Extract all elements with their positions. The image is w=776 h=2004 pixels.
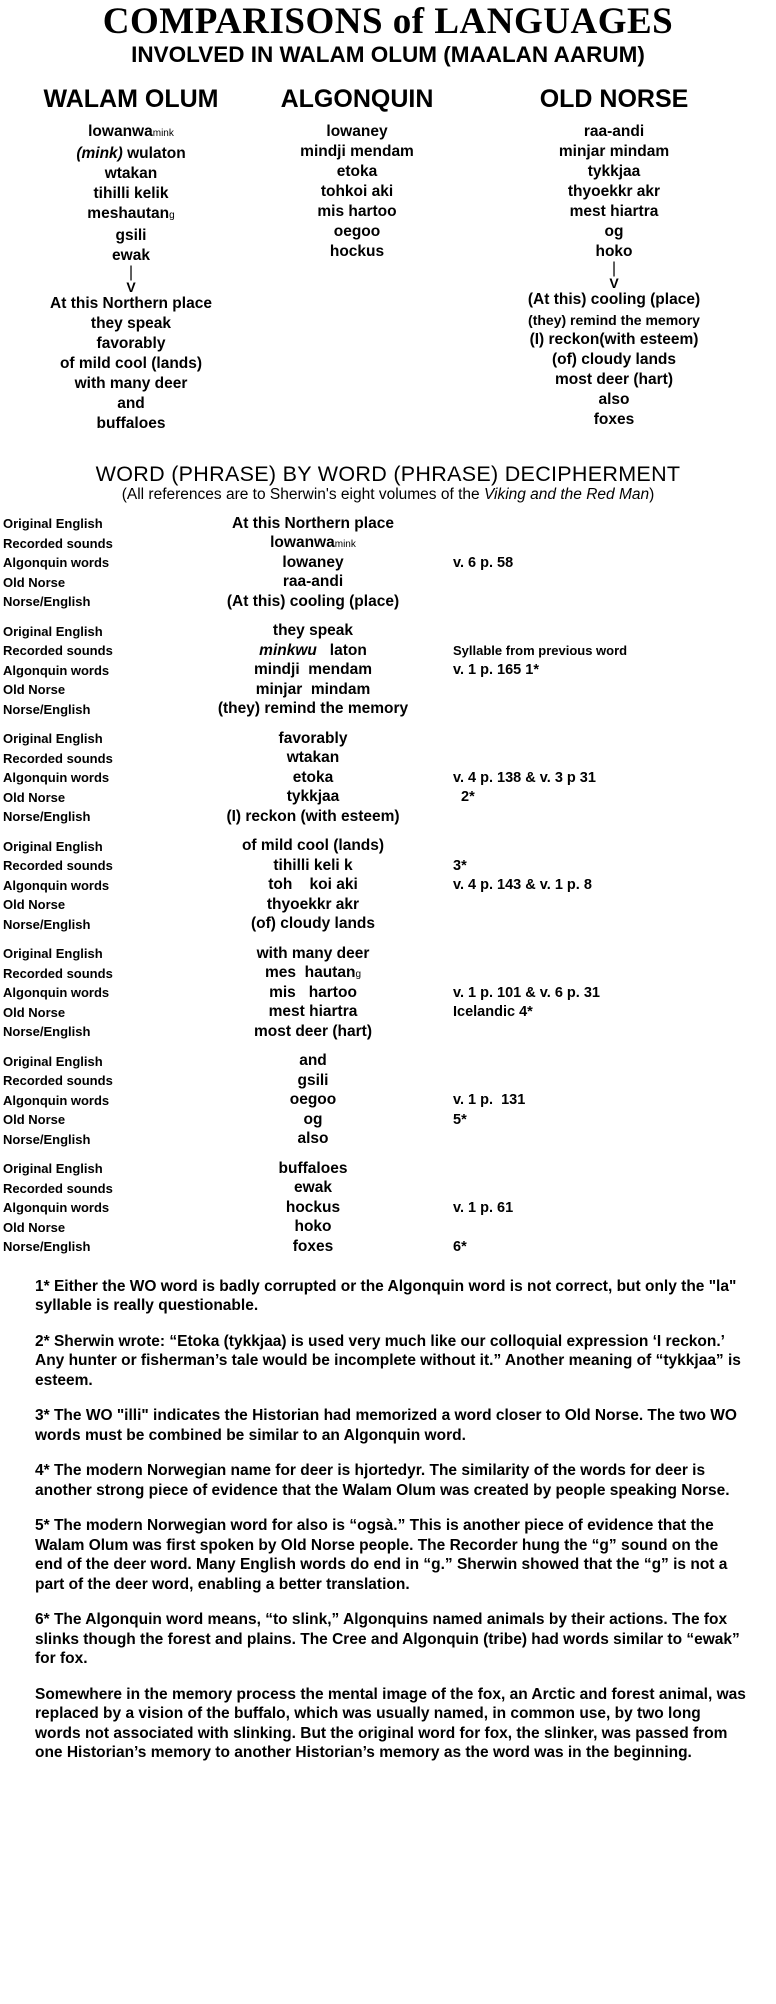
footnote: 3* The WO "illi" indicates the Historian had memorized a word closer to Old Norse. The two WO words must be combined be similar to an Algonquin word. xyxy=(35,1407,737,1444)
row-reference: 2* xyxy=(453,789,475,806)
row-value: tykkjaa xyxy=(286,788,340,806)
row-reference: v. 6 p. 58 xyxy=(453,554,514,571)
decipherment-row xyxy=(0,1179,776,1199)
row-value: gsili xyxy=(297,1071,329,1089)
footnote: Somewhere in the memory process the mental image of the fox, an Arctic and forest animal, was replaced by a vision of the buffalo, which was usually named, in common use, by two long words not associated with slinking. But the original word for fox, the slinker, was passed from one Historian’s memory to another Historian’s memory as the word was in the beginning. xyxy=(35,1685,746,1761)
algonquin-word: mindji mendam xyxy=(300,143,414,160)
walam-word: ewak xyxy=(112,247,150,264)
row-label: Norse/English xyxy=(3,701,91,717)
row-label: Old Norse xyxy=(3,897,66,913)
decipherment-row xyxy=(0,1110,776,1130)
algonquin-word: mis hartoo xyxy=(317,203,397,220)
row-label: Recorded sounds xyxy=(3,1073,113,1089)
decipherment-row xyxy=(0,895,776,915)
row-label: Recorded sounds xyxy=(3,858,113,874)
decipherment-row xyxy=(0,807,776,827)
heading-algonquin: ALGONQUIN xyxy=(280,85,434,113)
algonquin-word: tohkoi aki xyxy=(320,183,394,200)
decipherment-row xyxy=(0,749,776,769)
row-value: minjar mindam xyxy=(255,680,371,698)
norse-english: most deer (hart) xyxy=(555,371,673,388)
decipherment-row xyxy=(0,514,776,534)
algonquin-word: oegoo xyxy=(333,223,381,240)
walam-word: (mink) wulaton xyxy=(76,145,186,162)
row-value: lowaney xyxy=(282,553,344,571)
decipherment-group xyxy=(0,729,776,827)
walam-word-list xyxy=(0,122,262,434)
row-label: Original English xyxy=(3,731,103,747)
row-label: Recorded sounds xyxy=(3,643,113,659)
word-columns xyxy=(0,122,776,434)
row-label: Original English xyxy=(3,946,103,962)
walam-word: lowanwamink xyxy=(88,123,174,140)
page-subtitle: INVOLVED IN WALAM OLUM (MAALAN AARUM) xyxy=(131,42,645,67)
decipherment-group xyxy=(0,514,776,612)
walam-word: tihilli kelik xyxy=(93,185,169,202)
decipherment-row xyxy=(0,1237,776,1257)
norse-word: tykkjaa xyxy=(587,163,641,180)
decipherment-group xyxy=(0,1052,776,1150)
footnote: 6* The Algonquin word means, “to slink,” Algonquins named animals by their actions. The fox slinks though the forest and plains. The Cree and Algonquin (tribe) had words similar to “ewak” for fox. xyxy=(35,1611,740,1667)
row-reference: v. 1 p. 101 & v. 6 p. 31 xyxy=(453,984,600,1001)
norse-word: minjar mindam xyxy=(558,143,670,160)
decipherment-row xyxy=(0,964,776,984)
row-reference: v. 4 p. 138 & v. 3 p 31 xyxy=(453,769,596,786)
row-value: foxes xyxy=(292,1237,334,1255)
row-label: Norse/English xyxy=(3,1024,91,1040)
walam-english: they speak xyxy=(90,315,172,332)
row-value: and xyxy=(299,1052,327,1070)
decipherment-row xyxy=(0,573,776,593)
decipherment-row xyxy=(0,1198,776,1218)
row-label: Algonquin words xyxy=(3,770,110,786)
decipherment-row xyxy=(0,661,776,681)
row-label: Recorded sounds xyxy=(3,750,113,766)
row-value: mes hautang xyxy=(264,964,361,982)
row-value: of mild cool (lands) xyxy=(241,837,385,855)
row-label: Norse/English xyxy=(3,1131,91,1147)
algonquin-word: etoka xyxy=(336,163,378,180)
row-reference: 6* xyxy=(453,1238,467,1255)
row-label: Old Norse xyxy=(3,1112,66,1128)
norse-english: foxes xyxy=(593,411,635,428)
row-value: they speak xyxy=(272,622,354,640)
decipherment-row xyxy=(0,1071,776,1091)
decipherment-row xyxy=(0,641,776,661)
decipherment-row xyxy=(0,553,776,573)
walam-english: of mild cool (lands) xyxy=(59,355,203,372)
page-title: COMPARISONS of LANGUAGES xyxy=(102,1,674,42)
heading-old-norse: OLD NORSE xyxy=(539,85,689,113)
row-value: hockus xyxy=(285,1198,341,1216)
decipherment-group xyxy=(0,837,776,935)
norse-word: hoko xyxy=(595,243,633,260)
decipherment-row xyxy=(0,837,776,857)
algonquin-word-list xyxy=(262,122,452,434)
row-label: Norse/English xyxy=(3,594,91,610)
decipherment-row xyxy=(0,700,776,720)
page xyxy=(0,2,776,1763)
row-label: Algonquin words xyxy=(3,555,110,571)
decipherment-row xyxy=(0,592,776,612)
row-reference: v. 1 p. 61 xyxy=(453,1199,514,1216)
row-value: og xyxy=(303,1110,323,1128)
row-label: Old Norse xyxy=(3,682,66,698)
row-label: Original English xyxy=(3,516,103,532)
decipherment-row xyxy=(0,768,776,788)
norse-word: thyoekkr akr xyxy=(567,183,661,200)
row-label: Norse/English xyxy=(3,809,91,825)
row-value: (I) reckon (with esteem) xyxy=(226,807,400,825)
row-label: Norse/English xyxy=(3,916,91,932)
norse-word: og xyxy=(604,223,624,240)
decipherment-row xyxy=(0,788,776,808)
row-label: Original English xyxy=(3,1053,103,1069)
row-label: Algonquin words xyxy=(3,877,110,893)
row-reference: v. 1 p. 165 1* xyxy=(453,662,539,679)
row-value: favorably xyxy=(278,729,348,747)
column-headings xyxy=(0,84,776,114)
norse-english: also xyxy=(598,391,630,408)
decipherment-row xyxy=(0,1218,776,1238)
row-reference: Icelandic 4* xyxy=(453,1004,533,1021)
algonquin-word: lowaney xyxy=(326,123,388,140)
row-label: Original English xyxy=(3,1161,103,1177)
footnote: 5* The modern Norwegian word for also is “ogsà.” This is another piece of evidence that the Walam Olum was first spoken by Old Norse people. The Recorder hung the “g” sound on the end of the deer word. Many English words do end in “g.” Sherwin showed that the “g” is not a part of the deer word, enabling a better translation. xyxy=(35,1517,728,1593)
decipherment-group xyxy=(0,944,776,1042)
row-label: Recorded sounds xyxy=(3,965,113,981)
row-value: tihilli keli k xyxy=(273,856,353,874)
decipherment-row xyxy=(0,680,776,700)
row-label: Recorded sounds xyxy=(3,1180,113,1196)
row-value: also xyxy=(297,1130,329,1148)
row-value: mis hartoo xyxy=(269,983,357,1001)
row-value: toh koi aki xyxy=(268,876,358,894)
row-value: At this Northern place xyxy=(232,514,394,532)
decipherment-group xyxy=(0,1159,776,1257)
norse-word: mest hiartra xyxy=(569,203,659,220)
decipherment-row xyxy=(0,944,776,964)
walam-english: favorably xyxy=(96,335,166,352)
row-label: Old Norse xyxy=(3,1004,66,1020)
walam-word: gsili xyxy=(115,227,147,244)
arrow-down: | V xyxy=(126,264,136,295)
decipherment-row xyxy=(0,983,776,1003)
row-value: ewak xyxy=(294,1179,332,1197)
row-value: with many deer xyxy=(256,944,370,962)
row-value: (of) cloudy lands xyxy=(251,915,375,933)
row-value: most deer (hart) xyxy=(254,1022,372,1040)
row-label: Original English xyxy=(3,623,103,639)
row-value: minkwu laton xyxy=(259,641,367,659)
row-value: oegoo xyxy=(289,1091,337,1109)
footnote: 2* Sherwin wrote: “Etoka (tykkjaa) is used very much like our colloquial expression ‘I reckon.’ Any hunter or fisherman’s tale would be incomplete without it.” Another meaning of “tykkjaa” is esteem. xyxy=(35,1332,741,1389)
decipherment-row xyxy=(0,1022,776,1042)
decipherment-row xyxy=(0,534,776,554)
norse-english: (they) remind the memory xyxy=(528,312,700,328)
decipherment-row xyxy=(0,1091,776,1111)
row-reference: 3* xyxy=(453,857,467,874)
row-label: Original English xyxy=(3,838,103,854)
row-label: Norse/English xyxy=(3,1239,91,1255)
decipherment-row xyxy=(0,1052,776,1072)
row-label: Algonquin words xyxy=(3,1092,110,1108)
decipherment-group xyxy=(0,622,776,720)
decipherment-row xyxy=(0,856,776,876)
row-reference: v. 1 p. 131 xyxy=(453,1092,526,1109)
row-value: hoko xyxy=(294,1218,332,1236)
algonquin-word: hockus xyxy=(329,243,385,260)
row-label: Algonquin words xyxy=(3,985,110,1001)
row-value: (they) remind the memory xyxy=(217,700,409,718)
norse-english: (of) cloudy lands xyxy=(552,351,676,368)
arrow-down: | V xyxy=(609,260,619,291)
decipherment-row xyxy=(0,1130,776,1150)
walam-word: meshautang xyxy=(87,205,175,222)
row-value: raa-andi xyxy=(282,573,344,591)
row-reference: 5* xyxy=(453,1111,467,1128)
section-title: WORD (PHRASE) BY WORD (PHRASE) DECIPHERMENT xyxy=(95,462,681,486)
row-value: lowanwamink xyxy=(270,534,356,552)
row-value: mindji mendam xyxy=(254,661,372,679)
walam-word: wtakan xyxy=(104,165,158,182)
row-label: Old Norse xyxy=(3,574,66,590)
walam-english: with many deer xyxy=(74,375,188,392)
row-label: Recorded sounds xyxy=(3,535,113,551)
norse-word-list xyxy=(452,122,776,434)
row-label: Old Norse xyxy=(3,1219,66,1235)
decipherment-row xyxy=(0,729,776,749)
decipherment-groups xyxy=(0,514,776,1257)
decipherment-row xyxy=(0,1003,776,1023)
row-value: (At this) cooling (place) xyxy=(226,592,400,610)
row-value: mest hiartra xyxy=(268,1003,358,1021)
walam-english: At this Northern place xyxy=(50,295,212,312)
footnote: 4* The modern Norwegian name for deer is hjortedyr. The similarity of the words for deer is another strong piece of evidence that the Walam Olum was created by people speaking Norse. xyxy=(35,1462,730,1499)
row-label: Algonquin words xyxy=(3,1200,110,1216)
decipherment-row xyxy=(0,876,776,896)
walam-english: and xyxy=(117,395,145,412)
norse-english: (I) reckon(with esteem) xyxy=(529,331,699,348)
decipherment-row xyxy=(0,915,776,935)
row-value: thyoekkr akr xyxy=(266,895,360,913)
norse-english: (At this) cooling (place) xyxy=(527,291,701,308)
row-value: etoka xyxy=(292,768,334,786)
row-reference: Syllable from previous word xyxy=(453,643,628,659)
decipherment-row xyxy=(0,622,776,642)
walam-english: buffaloes xyxy=(96,415,166,432)
row-value: wtakan xyxy=(286,749,340,767)
row-label: Algonquin words xyxy=(3,662,110,678)
norse-word: raa-andi xyxy=(583,123,645,140)
decipherment-row xyxy=(0,1159,776,1179)
footnote: 1* Either the WO word is badly corrupted or the Algonquin word is not correct, but only the "la" syllable is really questionable. xyxy=(35,1277,737,1314)
heading-walam-olum: WALAM OLUM xyxy=(43,85,219,113)
footnotes xyxy=(0,1277,776,1763)
section-note: (All references are to Sherwin's eight volumes of the Viking and the Red Man) xyxy=(121,486,655,503)
row-label: Old Norse xyxy=(3,789,66,805)
row-reference: v. 4 p. 143 & v. 1 p. 8 xyxy=(453,877,592,894)
row-value: buffaloes xyxy=(278,1159,348,1177)
